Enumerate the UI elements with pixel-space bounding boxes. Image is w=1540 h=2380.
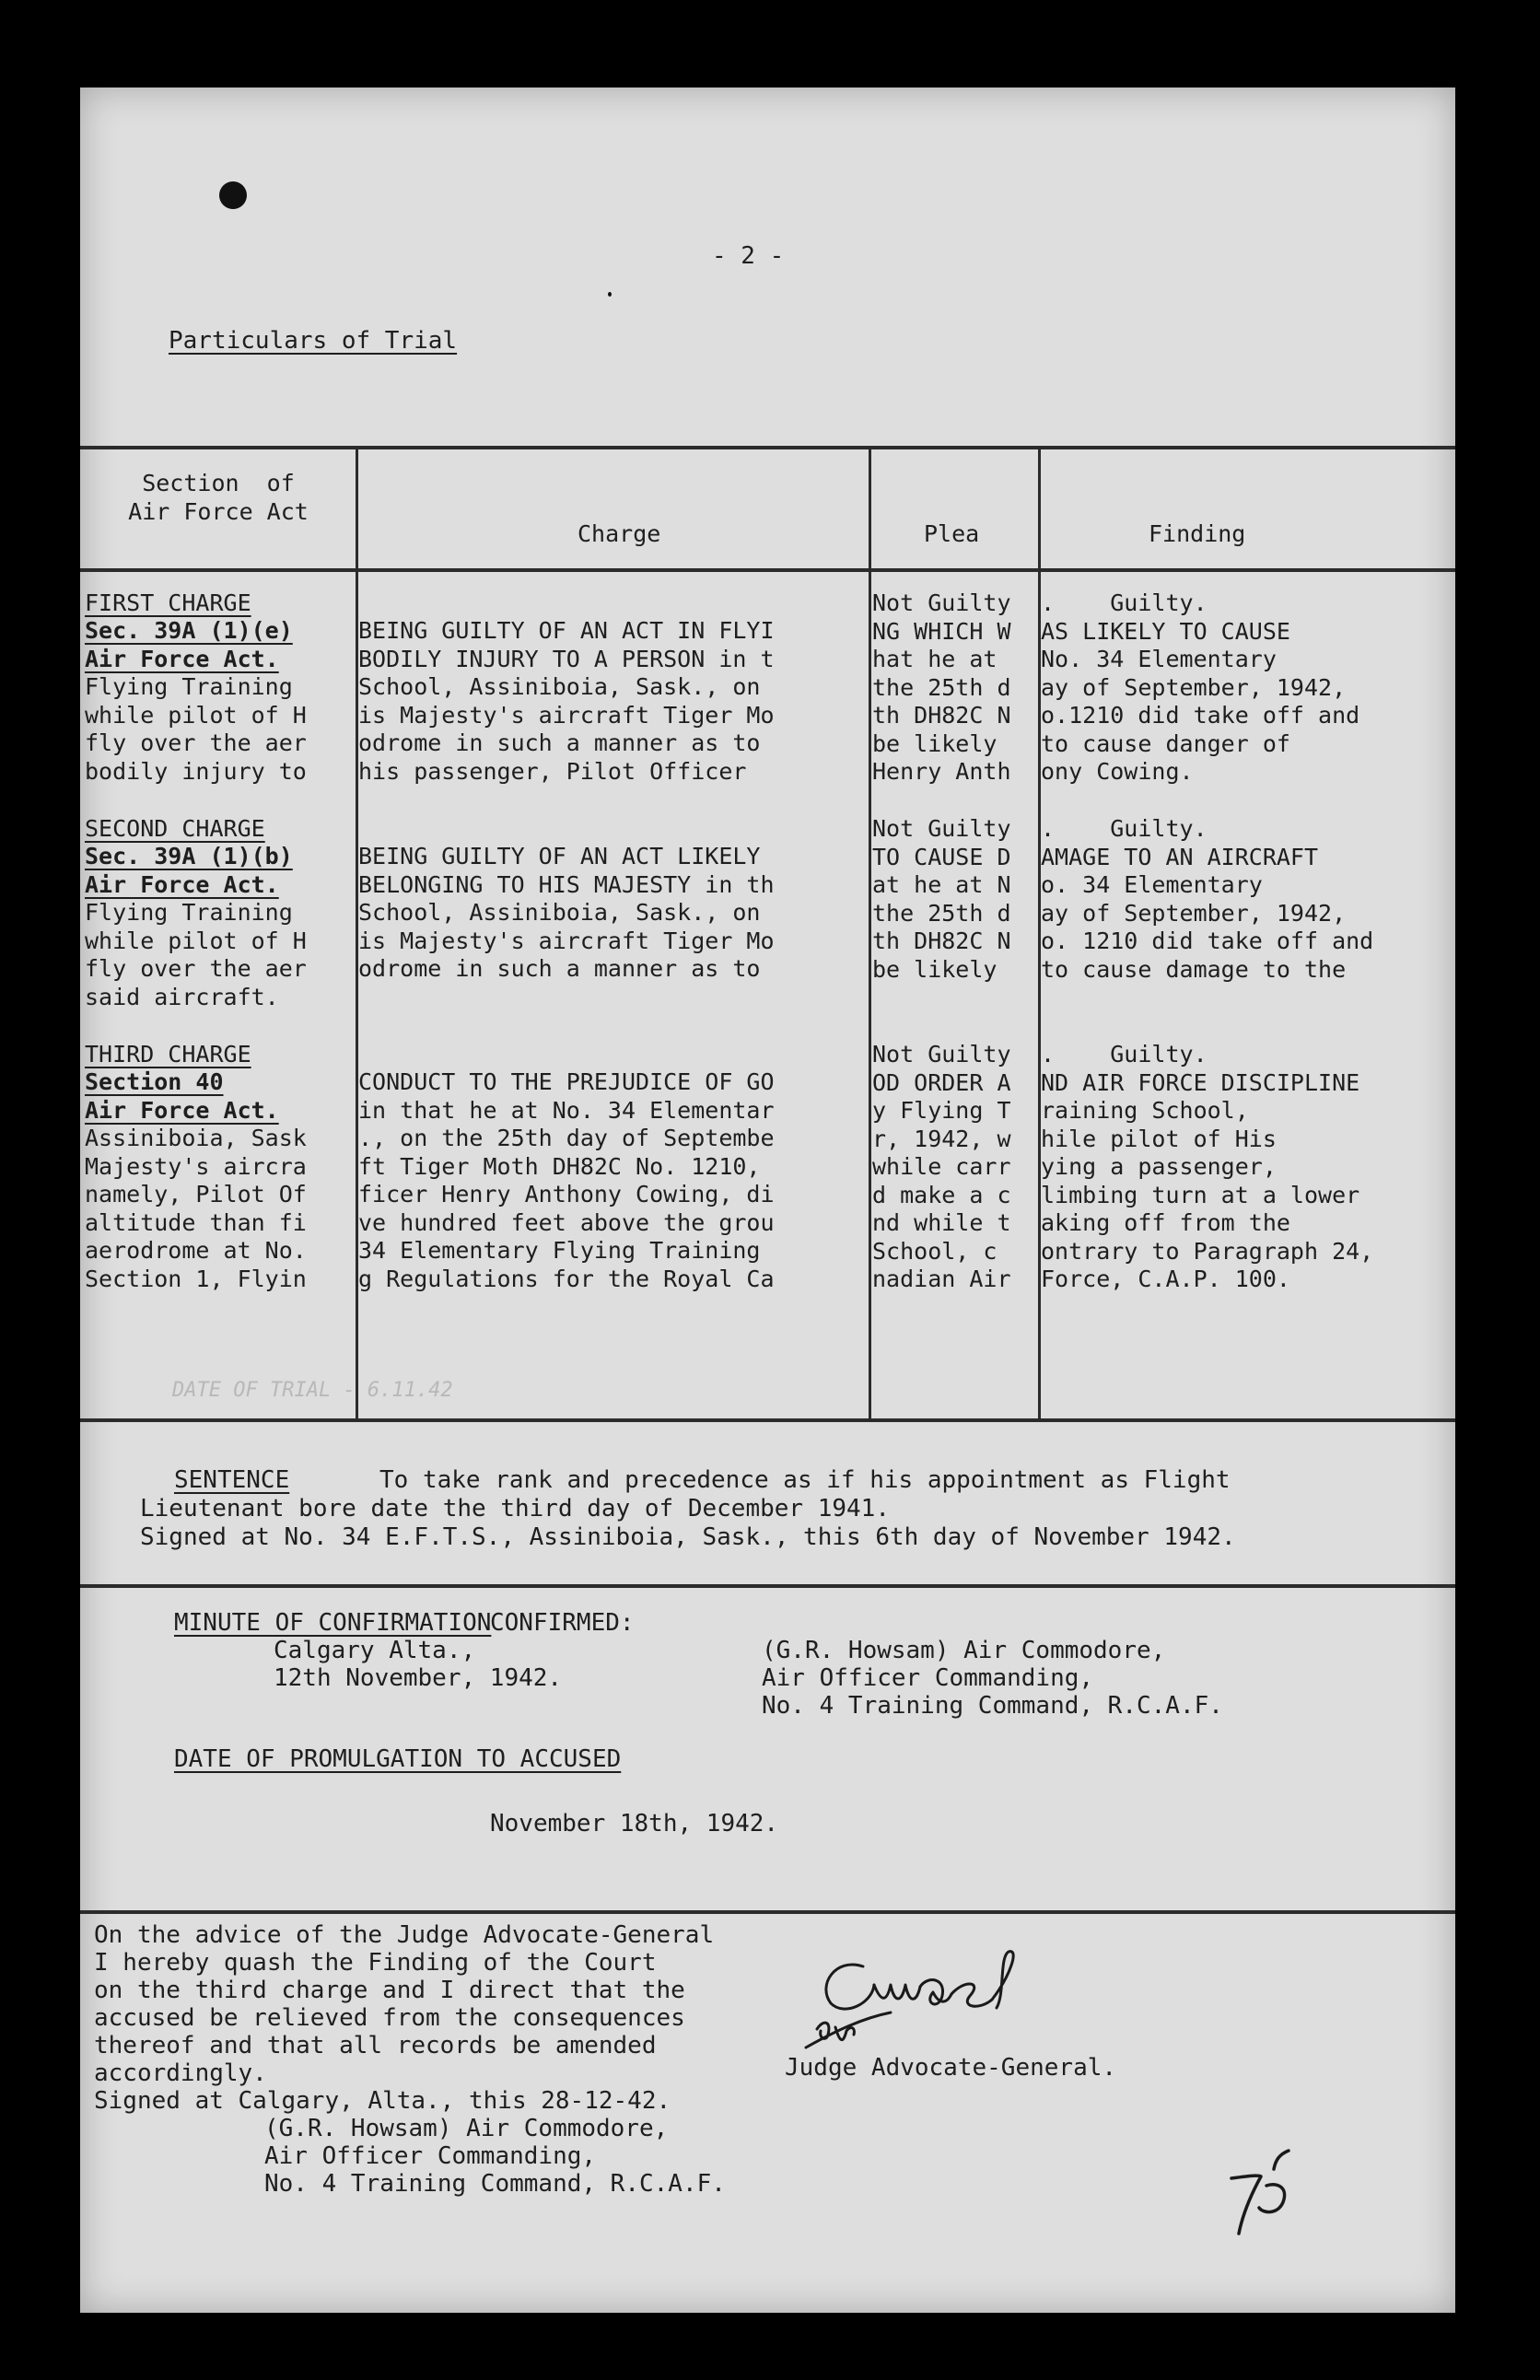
quash-line: thereof and that all records be amended (94, 2032, 657, 2059)
page-mark-75 (1222, 2141, 1314, 2243)
table-top-rule (80, 446, 1455, 449)
quash-line: accused be relieved from the consequences (94, 2004, 685, 2032)
header-section: Section of Air Force Act (128, 470, 309, 525)
document-page (80, 88, 1455, 2313)
charge-text-col3: Not Guilty TO CAUSE D at he at N the 25th d th DH82C N be likely (872, 815, 1011, 983)
page-number: - 2 - (712, 242, 785, 270)
charge-act: Air Force Act. (85, 1097, 279, 1124)
promulgation-date: November 18th, 1942. (490, 1810, 779, 1838)
quash-line: accordingly. (94, 2059, 267, 2087)
confirmation-label: MINUTE OF CONFIRMATION (174, 1609, 492, 1637)
confirmation-date: 12th November, 1942. (274, 1664, 563, 1692)
column-divider (869, 446, 871, 1420)
charge-act: Air Force Act. (85, 646, 279, 672)
section-rule (80, 1584, 1455, 1588)
sentence-line: Signed at No. 34 E.F.T.S., Assiniboia, Sask., this 6th day of November 1942. (140, 1523, 1236, 1551)
confirmation-status: CONFIRMED: (490, 1609, 635, 1637)
confirmation-signatory: Air Officer Commanding, (762, 1664, 1094, 1692)
header-finding: Finding (1149, 520, 1246, 547)
charge-text-col2: BEING GUILTY OF AN ACT IN FLYI BODILY INJURY TO A PERSON in t School, Assiniboia, Sask., on is Majesty's aircraft Tiger Mo odrome in such a manner as to his passenger, Pilot Officer (358, 617, 775, 785)
quash-signatory: Air Officer Commanding, (264, 2142, 597, 2170)
ink-blot (219, 181, 247, 209)
section-heading: Particulars of Trial (169, 327, 458, 355)
margin-note: DATE OF TRIAL - 6.11.42 (172, 1379, 453, 1402)
table-header-rule (80, 568, 1455, 572)
quash-line: I hereby quash the Finding of the Court (94, 1949, 657, 1977)
charge-section: Section 40 (85, 1068, 224, 1095)
charge-text-col1: Assiniboia, Sask Majesty's aircra namely, Pilot Of altitude than fi aerodrome at No. Section 1, Flyin (85, 1125, 307, 1292)
confirmation-place: Calgary Alta., (274, 1637, 476, 1664)
charge-text-col1: Flying Training while pilot of H fly over the aer said aircraft. (85, 899, 307, 1010)
confirmation-signatory: (G.R. Howsam) Air Commodore, (762, 1637, 1166, 1664)
sentence-label: SENTENCE (174, 1466, 290, 1494)
table-bottom-rule (80, 1418, 1455, 1422)
section-rule (80, 1910, 1455, 1914)
charge-text-col4: . Guilty. AS LIKELY TO CAUSE No. 34 Elementary ay of September, 1942, o.1210 did take off and to cause danger of ony Cowing. (1041, 589, 1360, 785)
sentence-line: To take rank and precedence as if his appointment as Flight (379, 1466, 1231, 1494)
charge-text-col3: Not Guilty OD ORDER A y Flying T r, 1942, w while carr d make a c nd while t School, c nadian Air (872, 1041, 1011, 1292)
quash-line: On the advice of the Judge Advocate-General (94, 1921, 715, 1949)
charge-label: FIRST CHARGE (85, 589, 251, 616)
charge-label: SECOND CHARGE (85, 815, 265, 842)
quash-signatory: (G.R. Howsam) Air Commodore, (264, 2115, 669, 2142)
charge-section: Sec. 39A (1)(b) (85, 843, 293, 869)
charge-text-col2: BEING GUILTY OF AN ACT LIKELY BELONGING TO HIS MAJESTY in th School, Assiniboia, Sask., on is Majesty's aircraft Tiger Mo odrome in such a manner as to (358, 843, 775, 982)
sentence-line: Lieutenant bore date the third day of December 1941. (140, 1495, 890, 1522)
promulgation-label: DATE OF PROMULGATION TO ACCUSED (174, 1745, 622, 1773)
quash-line: on the third charge and I direct that the (94, 1977, 685, 2004)
header-plea: Plea (924, 520, 980, 547)
ink-dot (608, 292, 612, 297)
charge-text-col1: Flying Training while pilot of H fly over the aer bodily injury to (85, 673, 307, 785)
charge-text-col3: Not Guilty NG WHICH W hat he at the 25th d th DH82C N be likely Henry Anth (872, 589, 1011, 785)
quash-signatory: No. 4 Training Command, R.C.A.F. (264, 2170, 726, 2198)
charge-text-col4: . Guilty. ND AIR FORCE DISCIPLINE raining School, hile pilot of His ying a passenger, limbing turn at a lower aking off from the ontrary to Paragraph 24, Force, C.A.P. 100. (1041, 1041, 1374, 1292)
charge-section: Sec. 39A (1)(e) (85, 617, 293, 644)
charge-label: THIRD CHARGE (85, 1041, 251, 1068)
confirmation-signatory: No. 4 Training Command, R.C.A.F. (762, 1692, 1223, 1720)
charge-text-col2: CONDUCT TO THE PREJUDICE OF GO in that he at No. 34 Elementar ., on the 25th day of Septembe ft Tiger Moth DH82C No. 1210, ficer Henry Anthony Cowing, di ve hundred feet above the grou 34 Elementary Flying Training g Regulations for the Royal Ca (358, 1068, 775, 1292)
handwritten-signature (799, 1939, 1084, 2063)
charge-text-col4: . Guilty. AMAGE TO AN AIRCRAFT o. 34 Elementary ay of September, 1942, o. 1210 did take off and to cause damage to the (1041, 815, 1374, 983)
header-charge: Charge (578, 520, 661, 547)
jag-title: Judge Advocate-General. (785, 2054, 1117, 2082)
quash-line: Signed at Calgary, Alta., this 28-12-42. (94, 2087, 671, 2115)
charge-act: Air Force Act. (85, 871, 279, 898)
